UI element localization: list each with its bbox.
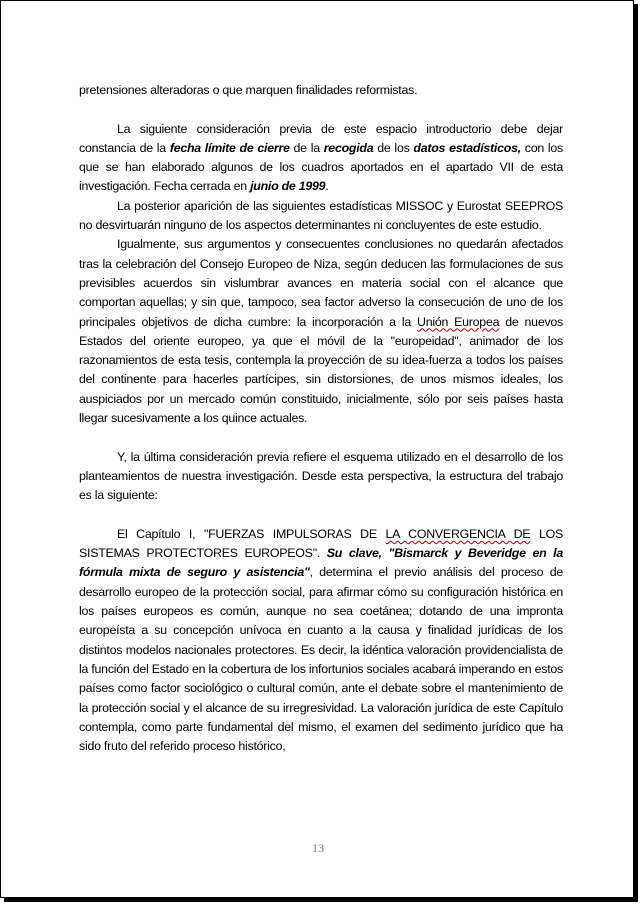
emphasis-clave: Su clave, "Bismarck y Beveridge en la fórmula mixta de seguro y asistencia": [79, 546, 563, 580]
blank-line: [79, 428, 563, 447]
text-run: de los: [373, 140, 414, 155]
emphasis-fecha: junio de 1999: [250, 179, 326, 194]
paragraph-estadisticas: [79, 197, 563, 236]
text-run: El Capítulo I, "FUERZAS IMPULSORAS DE: [117, 526, 386, 541]
page-number: 13: [312, 841, 324, 855]
emphasis-recogida: recogida: [323, 140, 374, 155]
paragraph-niza: [79, 235, 563, 428]
emphasis-fecha-limite: fecha límite de cierre: [169, 140, 290, 155]
spellcheck-underline: LA CONVERGENCIA DE: [385, 526, 531, 541]
paragraph-continuation: [79, 81, 563, 100]
text-run: de nuevos Estados del oriente europeo, ya que el móvil de la "europeidad", animador de los razonamientos de esta tesis, contempla la proyección de su idea-fuerza a todos los países del continente para hacerles partícipes, sin distorsiones, de unos mismos ideales, los auspiciados por un mercado común constituido, inicialmente, sólo por seis países hasta llegar sucesivamente a los quince actuales.: [79, 314, 563, 426]
text-run: LOS SISTEMAS PROTECTORES EUROPEOS".: [79, 526, 563, 561]
text-run: .: [325, 179, 329, 194]
emphasis-datos: datos estadísticos,: [413, 140, 521, 155]
text-run: La posterior aparición de las siguientes estadísticas MISSOC y Eurostat SEEPROS no desvirtuarán ninguno de los aspectos determinantes ni concluyentes de este estudio.: [79, 198, 563, 233]
body-text: [79, 81, 563, 756]
paragraph-capitulo-1: [79, 525, 563, 757]
paragraph-esquema: [79, 448, 563, 506]
blank-line: [79, 100, 563, 119]
text-run: La siguiente consideración previa de este espacio introductorio debe dejar constancia de la: [79, 121, 563, 155]
text-run: pretensiones alteradoras o que marquen finalidades reformistas.: [79, 83, 418, 97]
text-run: Igualmente, sus argumentos y consecuentes conclusiones no quedarán afectados tras la celebración del Consejo Europeo de Niza, según deducen las formulaciones de sus previsibles acuerdos sin vislumbrar avances en materia social con el alcance que comportan aquellas; y sin que, tampoco, sea factor adverso la consecución de uno de los principales objetivos de dicha cumbre: la incorporación a la: [79, 237, 563, 329]
text-run: Y, la última consideración previa refiere el esquema utilizado en el desarrollo de los planteamientos de nuestra investigación. Desde esta perspectiva, la estructura del trabajo es la siguiente:: [79, 449, 563, 503]
spellcheck-underline: Unión Europea: [417, 314, 500, 329]
text-run: de la: [289, 140, 324, 155]
paragraph-fecha-limite: [79, 120, 563, 197]
blank-line: [79, 506, 563, 525]
text-run: con los que se han elaborado algunos de los cuadros aportados en el apartado VII de esta investigación. Fecha cerrada en: [79, 140, 563, 194]
text-run: , determina el previo análisis del proceso de desarrollo europeo de la protección social, para afirmar cómo su configuración histórica en los países europeos es común, aunque no sea coetánea; dotando de una impronta europeísta a su concepción unívoca en cuanto a la causa y finalidad jurídicas de los distintos modelos nacionales protectores. Es decir, la idéntica valoración providencialista de la función del Estado en la cobertura de los infortunios sociales acabará imperando en estos países como factor sociológico o cultural común, ante el debate sobre el mantenimiento de la protección social y el alcance de su irregresividad. La valoración jurídica de este Capítulo contempla, como parte fundamental del mismo, el examen del sedimento jurídico que ha sido fruto del referido proceso histórico,: [79, 565, 563, 754]
